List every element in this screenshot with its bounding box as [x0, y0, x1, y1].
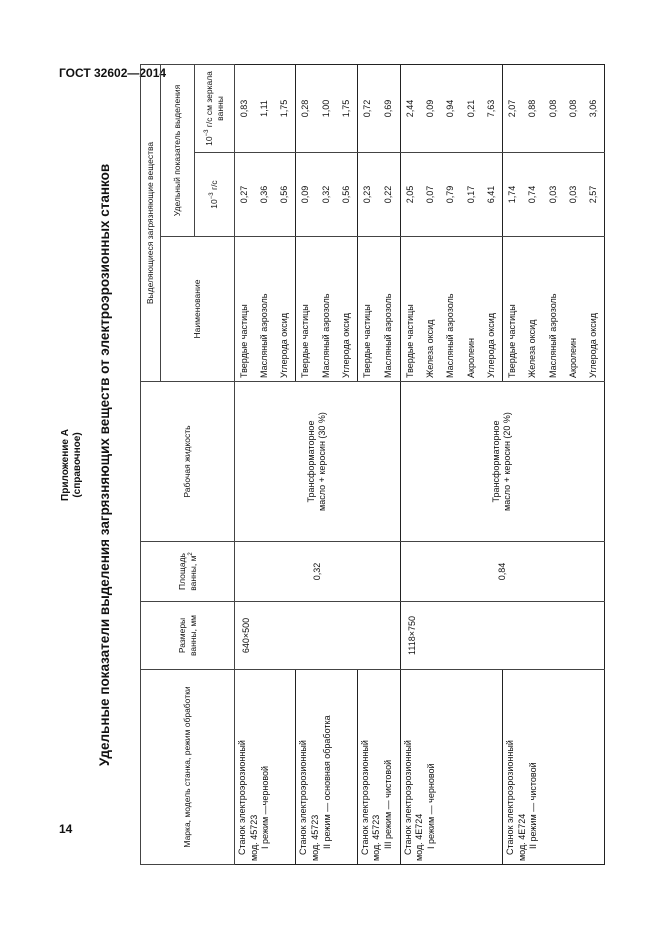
value-gs: 0,27 — [235, 153, 255, 237]
value-gs: 0,23 — [357, 153, 379, 237]
substance-name: Углерода оксид — [275, 237, 295, 382]
substance-name: Железа оксид — [421, 237, 441, 382]
substance-name: Акролеин — [564, 237, 584, 382]
bath-size-cell: 640×500 — [235, 602, 401, 670]
value-gs-cm: 1,11 — [255, 64, 275, 152]
value-gs-cm: 0,09 — [421, 64, 441, 152]
header-unit-gs: $10^{-3}$ г/с — [195, 153, 235, 237]
machine-line: Станок электроэрозионный — [402, 740, 413, 855]
machine-cell — [296, 670, 357, 865]
value-gs-cm: 0,83 — [235, 64, 255, 152]
header-machine: Марка, модель станка, режим обработки — [141, 670, 235, 865]
table-row — [400, 64, 420, 864]
value-gs-cm: 0,88 — [523, 64, 543, 152]
working-fluid-cell — [400, 382, 604, 542]
bath-size-cell: 1118×750 — [400, 602, 604, 670]
substance-name: Масляный аэрозоль — [379, 237, 401, 382]
machine-line: I режим — черновой — [426, 763, 437, 849]
value-gs-cm: 0,72 — [357, 64, 379, 152]
machine-line: мод. 45723 — [371, 814, 382, 861]
value-gs-cm: 0,08 — [543, 64, 563, 152]
fluid-line: масло + керосин (20 %) — [502, 412, 513, 511]
machine-line: I режим —черновой — [260, 765, 271, 849]
substance-name: Твердые частицы — [235, 237, 255, 382]
appendix-type: (справочное) — [72, 432, 83, 498]
machine-line: мод. 45723 — [248, 814, 259, 861]
standard-designation: ГОСТ 32602—2014 — [59, 66, 167, 80]
machine-line: Станок электроэрозионный — [504, 740, 515, 855]
fluid-line: Трансформаторное — [490, 420, 501, 503]
value-gs-cm: 0,69 — [379, 64, 401, 152]
machine-cell — [357, 670, 400, 865]
substance-name: Акролеин — [461, 237, 481, 382]
machine-cell — [235, 670, 296, 865]
bath-area-cell: 0,32 — [235, 542, 401, 602]
bath-area-cell: 0,84 — [400, 542, 604, 602]
substance-name: Железа оксид — [523, 237, 543, 382]
header-working-fluid: Рабочая жидкость — [141, 382, 235, 542]
value-gs: 0,09 — [296, 153, 316, 237]
fluid-line: Трансформаторное — [305, 420, 316, 503]
substance-name: Углерода оксид — [584, 237, 604, 382]
value-gs: 0,74 — [523, 153, 543, 237]
value-gs: 0,56 — [337, 153, 357, 237]
header-bath-area: Площадь ванны, $м^2$ — [141, 542, 235, 602]
machine-line: II режим — чистовой — [528, 762, 539, 849]
header-bath-size: Размеры ванны, мм — [141, 602, 235, 670]
page-number: 14 — [59, 822, 73, 836]
substance-name: Твердые частицы — [502, 237, 522, 382]
value-gs-cm: 0,94 — [441, 64, 461, 152]
value-gs: 0,03 — [564, 153, 584, 237]
rotated-content — [48, 65, 618, 865]
table-row — [235, 64, 255, 864]
value-gs: 6,41 — [482, 153, 502, 237]
value-gs-cm: 1,75 — [275, 64, 295, 152]
substance-name: Масляный аэрозоль — [316, 237, 336, 382]
emissions-table — [140, 64, 605, 865]
substance-name: Твердые частицы — [400, 237, 420, 382]
machine-cell — [502, 670, 604, 865]
header-emitted-substances: Выделяющиеся загрязняющие вещества — [141, 64, 161, 381]
value-gs-cm: 0,08 — [564, 64, 584, 152]
substance-name: Твердые частицы — [296, 237, 316, 382]
value-gs-cm: 2,44 — [400, 64, 420, 152]
value-gs: 0,36 — [255, 153, 275, 237]
table-title: Удельные показатели выделения загрязняющих веществ от электроэрозионных станков — [97, 163, 112, 767]
value-gs-cm: 2,07 — [502, 64, 522, 152]
value-gs-cm: 0,21 — [461, 64, 481, 152]
header-unit-gs-cm: $10^{-3}$ г/с см зеркала ванны — [195, 64, 235, 152]
machine-line: III режим — чистовой — [382, 759, 393, 849]
value-gs-cm: 1,00 — [316, 64, 336, 152]
value-gs: 1,74 — [502, 153, 522, 237]
value-gs-cm: 1,75 — [337, 64, 357, 152]
value-gs: 0,32 — [316, 153, 336, 237]
machine-line: мод. 4Е724 — [516, 813, 527, 861]
substance-name: Углерода оксид — [482, 237, 502, 382]
value-gs: 2,05 — [400, 153, 420, 237]
machine-line: Станок электроэрозионный — [359, 740, 370, 855]
value-gs-cm: 3,06 — [584, 64, 604, 152]
working-fluid-cell — [235, 382, 401, 542]
machine-cell — [400, 670, 502, 865]
machine-line: мод. 45723 — [309, 814, 320, 861]
machine-line: Станок электроэрозионный — [237, 740, 247, 855]
value-gs-cm: 7,63 — [482, 64, 502, 152]
substance-name: Масляный аэрозоль — [441, 237, 461, 382]
machine-line: Станок электроэрозионный — [298, 740, 309, 855]
value-gs: 0,17 — [461, 153, 481, 237]
substance-name: Масляный аэрозоль — [255, 237, 275, 382]
substance-name: Масляный аэрозоль — [543, 237, 563, 382]
value-gs: 0,03 — [543, 153, 563, 237]
substance-name: Твердые частицы — [357, 237, 379, 382]
value-gs: 0,56 — [275, 153, 295, 237]
value-gs: 0,22 — [379, 153, 401, 237]
machine-line: II режим — основная обработка — [321, 715, 332, 849]
appendix-label: Приложение А — [60, 429, 71, 501]
header-specific-index: Удельный показатель выделения — [161, 64, 195, 236]
value-gs: 0,79 — [441, 153, 461, 237]
header-substance-name: Наименование — [161, 237, 235, 382]
value-gs: 2,57 — [584, 153, 604, 237]
value-gs-cm: 0,28 — [296, 64, 316, 152]
machine-line: мод. 4Е724 — [414, 813, 425, 861]
table-body — [235, 64, 605, 864]
value-gs: 0,07 — [421, 153, 441, 237]
substance-name: Углерода оксид — [337, 237, 357, 382]
fluid-line: масло + керосин (30 %) — [317, 412, 328, 511]
